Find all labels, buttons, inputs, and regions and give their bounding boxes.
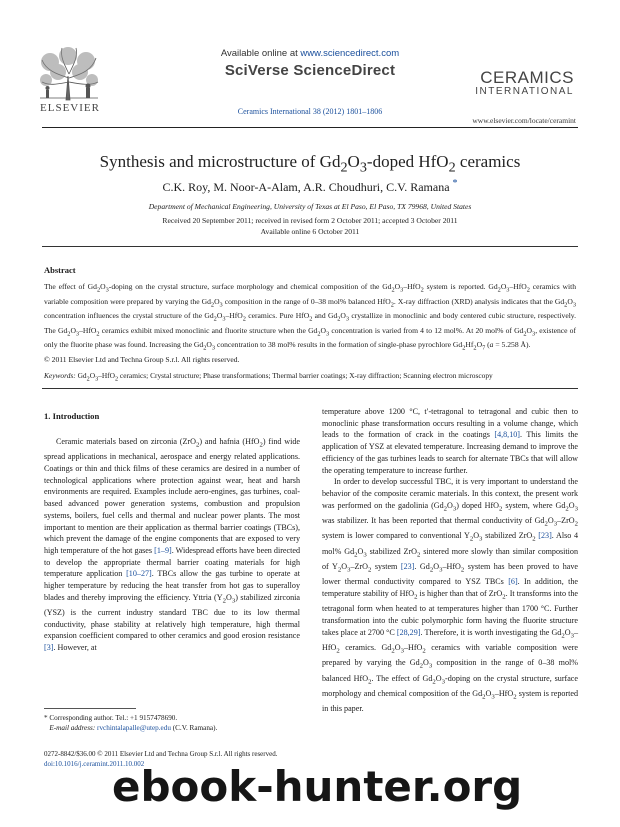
doi-link[interactable]: doi:10.1016/j.ceramint.2011.10.002 [44,759,145,768]
journal-logo [475,68,574,97]
keywords-list: $Gd_2O_3-HfO_2$ ceramics; Crystal structure; Phase transformations; Thermal barrier coatings; X-ray diffraction; Scanning electron microscopy [75,371,493,383]
intro-paragraph-2: In order to develop successful TBC, it is very important to understand the behavior of the composite ceramic materials. In this context, the present work was performed on the gadolinia $(Gd_2O_3)$ doped HfO$_2$ system, where $Gd_2O_3$ was stabilizer. It has been reported that thermal conductivity of $Gd_2O_3-ZrO_2$ system is lower compared to conventional $Y_2O_3$ stabilized ZrO$_2$ [23]. Also 4 mol% $Gd_2O_3$ stabilized ZrO$_2$ sintered more slowly than similar composition of $Y_2O_3-ZrO_2$ system [23]. $Gd_2O_3-HfO_2$ system has been proved to have lower thermal conductivity compared to YSZ TBCs [6]. In addition, the temperature stability of HfO$_2$ is higher than that of ZrO$_2$. It transforms into the tetragonal form when heated to at temperatures higher than 1700 °C. Further transformation into the cubic polymorphic form having the fluorite structure takes place at 2700 °C [28,29]. Therefore, it is worth investigating the $Gd_2O_3-HfO_2$ ceramics. $Gd_2O_3-HfO_2$ ceramics with variable composition were prepared by varying the $Gd_2O_3$ composition in the range of 0–38 mol% balanced HfO$_2$. The effect of $Gd_2O_3$-doping on the crystal structure, surface morphology and chemical composition of the $Gd_2O_3-HfO_2$ system is reported in this paper. [322,477,579,714]
footnote-rule [44,708,136,709]
sciverse-brand: SciVerse ScienceDirect [224,62,396,79]
received-dates: Received 20 September 2011; received in revised form 2 October 2011; accepted 3 October 2011 [162,216,458,225]
publisher-logo-text: ELSEVIER [40,102,100,114]
journal-url[interactable]: www.elsevier.com/locate/ceramint [472,116,576,125]
article-title: Synthesis and microstructure of $Gd_2O_3$-doped HfO$_2$ ceramics [99,152,521,176]
available-date: Available online 6 October 2011 [260,227,360,236]
affiliation: Department of Mechanical Engineering, University of Texas at El Paso, El Paso, TX 79968, United States [148,202,472,211]
intro-paragraph-1-cont: temperature above 1200 °C, t′-tetragonal to tetragonal and cubic then to monoclinic phase transformation occurs resulting in a volume change, which leads to the formation of crack in the coatings [4,8,10]. This limits the application of YSZ at elevated temperature. Increasing demand to improve the efficiency of the gas turbines leads to search for alternate TBCs that will allow the operating temperature to increase further. [322,407,579,475]
journal-logo-line2: INTERNATIONAL [475,86,574,97]
author-list: C.K. Roy, M. Noor-A-Alam, A.R. Choudhuri, C.V. Ramana * [162,178,458,194]
intro-paragraph-1: Ceramic materials based on zirconia (ZrO$_2$) and hafnia (HfO$_2$) find wide spread applications in mechanical, aerospace and energy related applications. Coatings or thin and thick films of these ceramics are desired in a number of technological applications where protection against wear, heat and harsh environments are required. Examples include aero-engines, gas turbines, coal-based advanced power generation systems, combustion and propulsion systems, boilers, fuel cells and thermal and nuclear power plants. The most important to mention are their application as thermal barrier coatings (TBCs), which prevent the damage of the engine components that are exposed to very high temperature of the hot gases [1–9]. Widespread efforts have been directed to develop the appropriate thermal barrier coating materials for high temperature application [10–27]. TBCs allow the gas turbine to operate at higher temperature by reducing the heat transfer from hot gas to superalloy blades and thereby improving the efficiency. Yttria $(Y_2O_3)$ stabilized zirconia (YSZ) is the current industry standard TBC due to its low thermal conductivity, phase stability at relatively high temperature, high thermal expansion coefficient compared to other ceramics and good erosion resistance [3]. However, at [44,437,301,653]
header-divider [42,127,578,128]
body-column-right [322,406,578,715]
email-note: E-mail address: rvchintalapalle@utep.edu (C.V. Ramana). [49,724,218,732]
article-dates [0,215,620,237]
corresponding-author-note: * Corresponding author. Tel.: +1 9157478690. [44,714,178,722]
author-email-link[interactable]: rvchintalapalle@utep.edu [97,724,171,732]
sciencedirect-link[interactable]: www.sciencedirect.com [300,48,400,59]
abstract-bottom-rule [42,388,578,389]
body-column-left [44,436,300,654]
keywords-label: Keywords: [44,371,76,380]
journal-logo-line1: CERAMICS [480,68,574,87]
footnote [44,713,300,733]
keywords [44,371,576,382]
abstract-top-rule [42,246,578,247]
journal-reference-link[interactable]: Ceramics International 38 (2012) 1801–1806 [237,107,383,116]
abstract-body: The effect of $Gd_2O_3$-doping on the crystal structure, surface morphology and chemical composition of the $Gd_2O_3-HfO_2$ system is reported. $Gd_2O_3-HfO_2$ ceramics with variable composition were prepared by varying the $Gd_2O_3$ composition in the range of 0–38 mol% balanced HfO$_2$. X-ray diffraction (XRD) analysis indicates that the $Gd_2O_3$ concentration influences the crystal structure of the $Gd_2O_3-HfO_2$ ceramics. Pure HfO$_2$ and $Gd_2O_3$ crystallize in monoclinic and body centered cubic structure, respectively. The $Gd_2O_3-HfO_2$ ceramics exhibit mixed monoclinic and fluorite structure when the $Gd_2O_3$ concentration is varied from 4 to 12 mol%. At 20 mol% of $Gd_2O_3$, existence of only the fluorite phase was found. Increasing the $Gd_2O_3$ concentration to 38 mol% results in the formation of single-phase pyrochlore $Gd_2Hf_2O_7$ (a = 5.258 Å). © 2011 Elsevier Ltd and Techna Group S.r.l. All rights reserved. [44,282,577,364]
watermark-text: ebook-hunter.org [112,762,523,811]
available-online: Available online at www.sciencedirect.com [220,48,400,59]
corresponding-author-marker[interactable]: * [452,178,458,189]
section-heading: 1. Introduction [44,411,100,421]
abstract-heading: Abstract [44,265,76,275]
issn-line: 0272-8842/$36.00 © 2011 Elsevier Ltd and Techna Group S.r.l. All rights reserved. [44,750,278,758]
